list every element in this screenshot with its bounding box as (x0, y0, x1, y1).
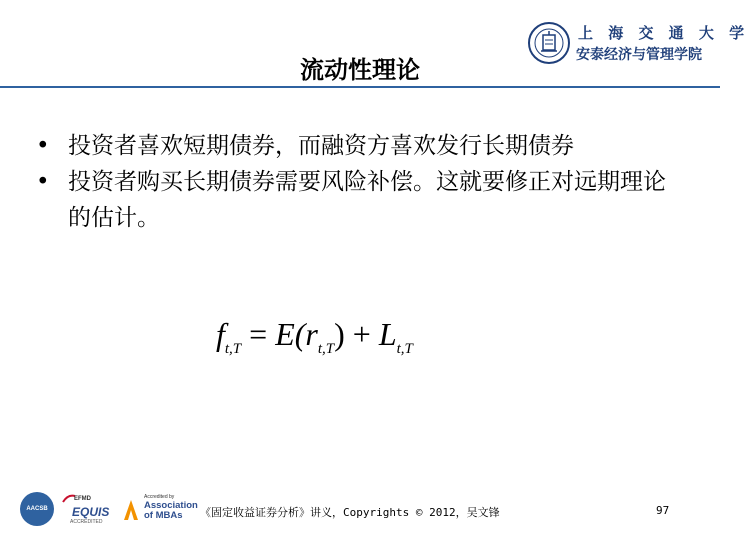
formula-close-paren: ) (334, 316, 345, 352)
bullet-dot-icon: • (36, 169, 50, 195)
university-seal-icon (528, 22, 570, 64)
accreditation-logos (20, 490, 198, 530)
bullet-dot-icon: • (36, 133, 50, 159)
formula-plus: + (352, 316, 371, 352)
amba-logo (122, 494, 198, 528)
amba-line1: Association (144, 500, 198, 511)
aacsb-logo: AACSB (20, 492, 54, 526)
formula-equals: = (249, 316, 268, 352)
bullet-list (36, 128, 676, 236)
slide-title: 流动性理论 (300, 56, 420, 84)
formula-expectation: E(r (275, 316, 318, 352)
amba-accredited-by: Accredited by (144, 494, 175, 500)
formula-liquidity-premium: L (378, 316, 397, 352)
bullet-item (36, 164, 676, 236)
logo-university-name: 上 海 交 通 大 学 (578, 24, 749, 42)
amba-line2: of MBAs (144, 510, 183, 521)
footer-copyright: 《固定收益证券分析》讲义，Copyrights © 2012，吴文锋 (200, 506, 500, 519)
accredited-label: ACCREDITED (70, 519, 103, 525)
efmd-label: EFMD (74, 496, 91, 502)
title-divider (0, 86, 720, 88)
amba-mark-icon (122, 498, 140, 522)
formula-forward-rate: f (216, 316, 225, 352)
logo-school-name: 安泰经济与管理学院 (576, 47, 702, 63)
formula-subscript: t,T (224, 341, 242, 357)
university-logo (528, 20, 749, 68)
equis-label: EQUIS (72, 505, 110, 519)
bullet-item (36, 128, 676, 164)
bullet-text: 投资者喜欢短期债券，而融资方喜欢发行长期债券 (68, 133, 574, 159)
page-number: 97 (656, 504, 670, 517)
equis-logo (62, 494, 118, 526)
liquidity-premium-formula (216, 316, 476, 368)
formula-subscript: t,T (396, 341, 413, 357)
bullet-text: 投资者购买长期债券需要风险补偿。这就要修正对远期理论的估计。 (68, 169, 666, 231)
amba-name (144, 501, 198, 521)
formula-subscript: t,T (317, 341, 335, 357)
